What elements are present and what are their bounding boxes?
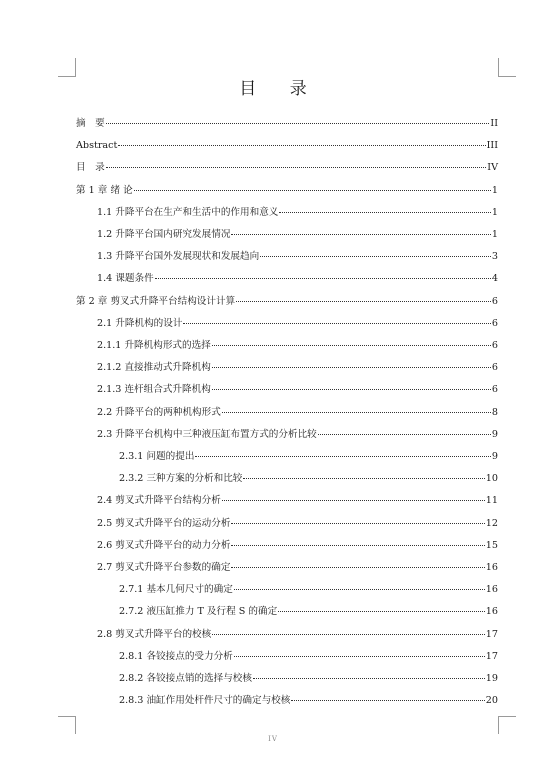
toc-entry-label: 2.4 剪叉式升降平台结构分析 — [97, 495, 221, 507]
toc-dot-leader — [234, 588, 485, 590]
toc-entry-label: 2.8.3 油缸作用处杆件尺寸的确定与校核 — [119, 695, 291, 707]
toc-entry-label: 2.6 剪叉式升降平台的动力分析 — [97, 539, 231, 551]
toc-entry-label: 2.7.2 液压缸推力 T 及行程 S 的确定 — [119, 606, 278, 618]
toc-dot-leader — [212, 388, 491, 390]
toc-entry[interactable] — [76, 295, 498, 309]
toc-entry-page-number: 12 — [485, 517, 498, 529]
toc-entry[interactable] — [97, 317, 498, 331]
toc-entry-label: 2.5 剪叉式升降平台的运动分析 — [97, 517, 231, 529]
toc-entry-label: 第 1 章 绪 论 — [76, 184, 133, 196]
toc-entry[interactable] — [97, 383, 498, 397]
toc-entry[interactable] — [76, 117, 498, 131]
toc-entry-label: 2.3 升降平台机构中三种液压缸布置方式的分析比较 — [97, 428, 317, 440]
toc-entry[interactable] — [97, 339, 498, 353]
toc-dot-leader — [155, 277, 491, 279]
toc-entry-label: 1.1 升降平台在生产和生活中的作用和意义 — [97, 206, 279, 218]
toc-entry-page-number: 6 — [491, 295, 498, 307]
toc-entry-page-number: 11 — [485, 495, 498, 507]
toc-entry-page-number: II — [490, 118, 498, 129]
toc-entry[interactable] — [119, 450, 498, 464]
toc-dot-leader — [106, 166, 487, 168]
toc-entry[interactable] — [76, 161, 498, 175]
toc-entry[interactable] — [97, 539, 498, 553]
toc-entry[interactable] — [119, 650, 498, 664]
toc-entry-page-number: 16 — [485, 584, 498, 596]
toc-dot-leader — [291, 699, 484, 701]
toc-entry[interactable] — [97, 361, 498, 375]
toc-entry-label: 摘 要 — [76, 118, 105, 129]
toc-entry-page-number: 15 — [485, 539, 498, 551]
toc-entry-label: Abstract — [76, 140, 118, 152]
toc-entry-label: 目 录 — [76, 162, 105, 174]
toc-entry-label: 2.8 剪叉式升降平台的校核 — [97, 628, 212, 640]
toc-entry-page-number: 17 — [485, 650, 498, 662]
toc-entry-label: 2.8.2 各铰接点销的选择与校核 — [119, 673, 252, 684]
toc-dot-leader — [231, 233, 490, 235]
toc-dot-leader — [278, 610, 485, 612]
page-number-footer: IV — [268, 735, 278, 743]
toc-entry-page-number: IV — [487, 162, 498, 174]
page-title: 目 录 — [239, 79, 321, 99]
toc-entry-label: 1.4 课题条件 — [97, 273, 154, 285]
toc-dot-leader — [212, 344, 491, 346]
toc-entry-page-number: 1 — [491, 206, 498, 218]
toc-entry-page-number: 3 — [491, 251, 498, 263]
toc-dot-leader — [118, 144, 485, 146]
toc-entry-page-number: 10 — [485, 473, 498, 485]
toc-entry-page-number: 6 — [491, 362, 498, 374]
toc-dot-leader — [231, 566, 484, 568]
toc-dot-leader — [183, 322, 490, 324]
toc-entry[interactable] — [119, 694, 498, 708]
toc-dot-leader — [212, 366, 491, 368]
toc-entry-label: 第 2 章 剪叉式升降平台结构设计计算 — [76, 295, 236, 307]
toc-dot-leader — [106, 122, 490, 124]
toc-entry-page-number: 6 — [491, 317, 498, 329]
toc-entry[interactable] — [97, 517, 498, 531]
toc-entry-label: 2.8.1 各铰接点的受力分析 — [119, 650, 233, 662]
toc-entry[interactable] — [119, 583, 498, 597]
toc-dot-leader — [212, 633, 485, 635]
toc-dot-leader — [231, 522, 484, 524]
toc-entry-label: 2.2 升降平台的两种机构形式 — [97, 406, 221, 418]
toc-dot-leader — [231, 544, 484, 546]
toc-entry[interactable] — [97, 628, 498, 642]
toc-dot-leader — [195, 455, 490, 457]
toc-dot-leader — [260, 255, 491, 257]
toc-dot-leader — [318, 433, 491, 435]
toc-entry-label: 2.7.1 基本几何尺寸的确定 — [119, 584, 233, 596]
toc-entry-page-number: 19 — [485, 673, 498, 684]
toc-entry-page-number: 1 — [491, 229, 498, 240]
toc-entry-label: 2.1.2 直接推动式升降机构 — [97, 362, 211, 374]
toc-entry-label: 1.2 升降平台国内研究发展情况 — [97, 229, 231, 240]
toc-entry-page-number: 20 — [485, 695, 498, 707]
toc-entry-label: 2.1 升降机构的设计 — [97, 317, 183, 329]
toc-entry-page-number: 4 — [491, 273, 498, 285]
toc-entry[interactable] — [97, 272, 498, 286]
toc-entry-label: 1.3 升降平台国外发展现状和发展趋向 — [97, 251, 260, 263]
toc-entry-label: 2.3.2 三种方案的分析和比较 — [119, 473, 243, 485]
toc-entry[interactable] — [97, 561, 498, 575]
toc-entry[interactable] — [119, 472, 498, 486]
toc-entry[interactable] — [76, 184, 498, 198]
toc-entry[interactable] — [97, 206, 498, 220]
toc-dot-leader — [236, 300, 491, 302]
toc-entry-page-number: 8 — [491, 406, 498, 418]
toc-entry-page-number: 17 — [485, 628, 498, 640]
toc-dot-leader — [222, 499, 485, 501]
toc-entry-page-number: 16 — [485, 606, 498, 618]
toc-entry[interactable] — [97, 428, 498, 442]
toc-entry-label: 2.7 剪叉式升降平台参数的确定 — [97, 562, 231, 573]
toc-entry[interactable] — [119, 672, 498, 686]
toc-dot-leader — [134, 189, 491, 191]
toc-entry-page-number: 16 — [485, 562, 498, 573]
toc-entry-page-number: 6 — [491, 340, 498, 351]
toc-dot-leader — [234, 655, 485, 657]
toc-entry-page-number: 9 — [491, 428, 498, 440]
toc-dot-leader — [253, 677, 485, 679]
toc-entry-page-number: III — [486, 140, 498, 152]
toc-entry[interactable] — [119, 605, 498, 619]
toc-entry-page-number: 1 — [491, 184, 498, 196]
toc-entry[interactable] — [97, 250, 498, 264]
toc-entry-label: 2.1.3 连杆组合式升降机构 — [97, 384, 211, 396]
toc-entry-label: 2.3.1 问题的提出 — [119, 451, 195, 462]
toc-entry-page-number: 9 — [491, 451, 498, 462]
toc-entry[interactable] — [97, 406, 498, 420]
toc-dot-leader — [243, 477, 484, 479]
toc-entry-page-number: 6 — [491, 384, 498, 396]
toc-entry[interactable] — [97, 228, 498, 242]
toc-dot-leader — [222, 411, 491, 413]
toc-entry[interactable] — [76, 139, 498, 153]
toc-entry[interactable] — [97, 494, 498, 508]
toc-dot-leader — [279, 211, 490, 213]
toc-entry-label: 2.1.1 升降机构形式的选择 — [97, 340, 211, 351]
